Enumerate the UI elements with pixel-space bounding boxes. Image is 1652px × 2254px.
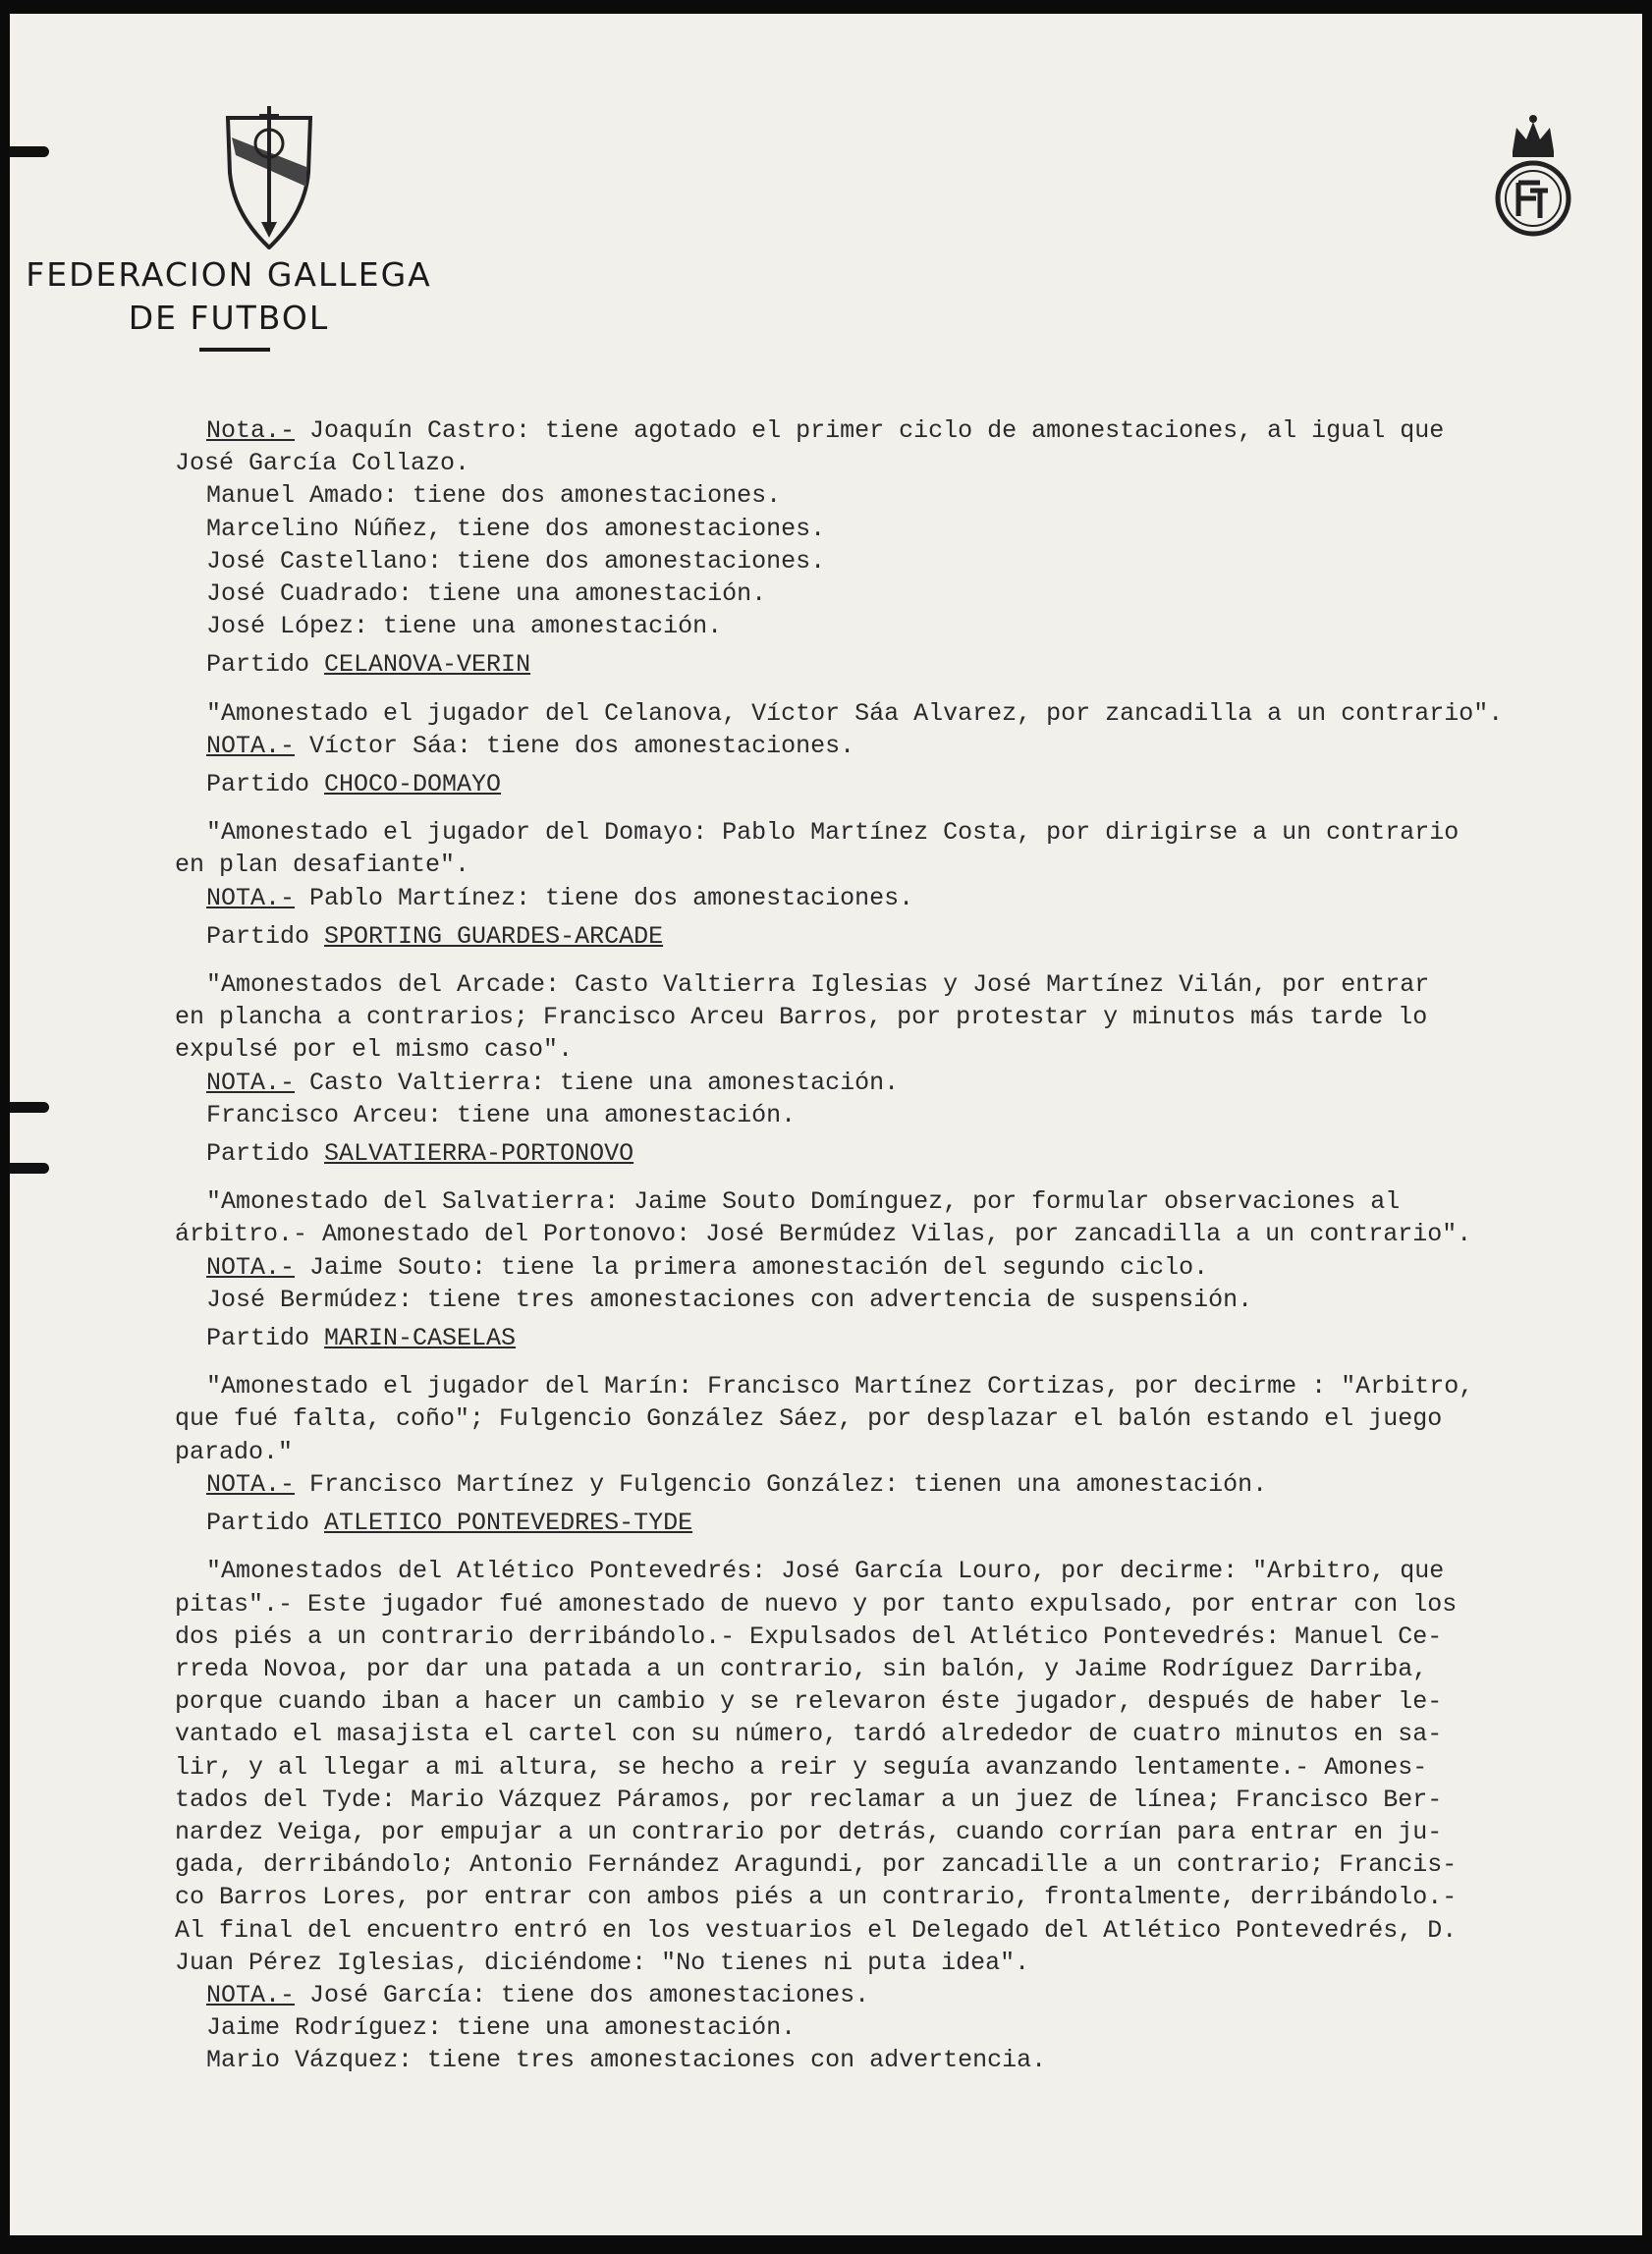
nota-line: NOTA.- Jaime Souto: tiene la primera amonestación del segundo ciclo.	[206, 1252, 1209, 1282]
report-line: dos piés a un contrario derribándolo.- Expulsados del Atlético Pontevedrés: Manuel Ce-	[175, 1622, 1443, 1651]
report-line: "Amonestado el jugador del Domayo: Pablo Martínez Costa, por dirigirse a un contrario	[206, 818, 1459, 848]
org-underline	[199, 348, 270, 352]
org-line-1: FEDERACION GALLEGA	[26, 255, 432, 294]
report-line: tados del Tyde: Mario Vázquez Páramos, por reclamar a un juez de línea; Francisco Ber-	[175, 1785, 1443, 1814]
nota-line: José García Collazo.	[175, 449, 470, 478]
document-page	[10, 14, 1642, 2235]
royal-crest-icon	[1491, 114, 1575, 238]
report-line: pitas".- Este jugador fué amonestado de nuevo y por tanto expulsado, por entrar con los	[175, 1589, 1458, 1619]
report-line: "Amonestados del Arcade: Casto Valtierra Iglesias y José Martínez Vilán, por entrar	[206, 970, 1430, 1000]
nota-line: Manuel Amado: tiene dos amonestaciones.	[206, 481, 782, 511]
federation-shield-icon	[222, 104, 316, 249]
report-line: "Amonestado el jugador del Celanova, Víctor Sáa Alvarez, por zancadilla a un contrario".	[206, 698, 1504, 728]
report-line: nardez Veiga, por empujar a un contrario por detrás, cuando corrían para entrar en ju-	[175, 1817, 1443, 1846]
report-line: expulsé por el mismo caso".	[175, 1035, 574, 1065]
report-line: Al final del encuentro entró en los vestuarios el Delegado del Atlético Pontevedrés, D.	[175, 1915, 1458, 1945]
binder-hole	[10, 1102, 49, 1113]
nota-line: NOTA.- Casto Valtierra: tiene una amonestación.	[206, 1068, 900, 1097]
nota-line: José Bermúdez: tiene tres amonestaciones con advertencia de suspensión.	[206, 1285, 1253, 1314]
match-heading: Partido SALVATIERRA-PORTONOVO	[206, 1139, 634, 1169]
report-line: "Amonestados del Atlético Pontevedrés: José García Louro, por decirme: "Arbitro, que	[206, 1557, 1445, 1586]
nota-line: Mario Vázquez: tiene tres amonestaciones con advertencia.	[206, 2046, 1047, 2075]
report-line: Juan Pérez Iglesias, diciéndome: "No tienes ni puta idea".	[175, 1948, 1030, 1977]
nota-line: NOTA.- Francisco Martínez y Fulgencio González: tienen una amonestación.	[206, 1469, 1268, 1499]
nota-line: NOTA.- Víctor Sáa: tiene dos amonestaciones.	[206, 731, 855, 760]
nota-line: Marcelino Núñez, tiene dos amonestaciones.	[206, 514, 826, 543]
match-heading: Partido ATLETICO PONTEVEDRES-TYDE	[206, 1509, 693, 1538]
report-line: gada, derribándolo; Antonio Fernández Aragundi, por zancadille a un contrario; Francis-	[175, 1850, 1458, 1880]
binder-hole	[10, 1163, 49, 1174]
report-line: co Barros Lores, por entrar con ambos piés a un contrario, frontalmente, derribándolo.-	[175, 1883, 1458, 1912]
report-line: que fué falta, coño"; Fulgencio González Sáez, por desplazar el balón estando el juego	[175, 1404, 1443, 1434]
nota-line: Francisco Arceu: tiene una amonestación.	[206, 1100, 797, 1129]
nota-line: NOTA.- José García: tiene dos amonestaciones.	[206, 1980, 870, 2009]
report-line: "Amonestado del Salvatierra: Jaime Souto Domínguez, por formular observaciones al	[206, 1187, 1401, 1217]
report-line: "Amonestado el jugador del Marín: Francisco Martínez Cortizas, por decirme : "Arbitro,	[206, 1372, 1474, 1402]
match-heading: Partido CELANOVA-VERIN	[206, 650, 531, 680]
report-line: árbitro.- Amonestado del Portonovo: José Bermúdez Vilas, por zancadilla a un contrario".	[175, 1220, 1472, 1249]
organization-name	[10, 253, 448, 340]
match-heading: Partido MARIN-CASELAS	[206, 1324, 517, 1353]
nota-line: José López: tiene una amonestación.	[206, 612, 723, 641]
match-heading: Partido CHOCO-DOMAYO	[206, 770, 502, 799]
org-line-2: DE FUTBOL	[128, 299, 330, 337]
report-line: rreda Novoa, por dar una patada a un contrario, sin balón, y Jaime Rodríguez Darriba,	[175, 1654, 1428, 1683]
nota-label: Nota.-	[206, 416, 296, 445]
nota-line: Jaime Rodríguez: tiene una amonestación.	[206, 2013, 797, 2043]
report-line: vantado el masajista el cartel con su número, tardó alrededor de cuatro minutos en sa-	[175, 1720, 1443, 1749]
report-body	[175, 414, 1619, 2077]
nota-line: NOTA.- Pablo Martínez: tiene dos amonestaciones.	[206, 883, 914, 912]
report-line: lir, y al llegar a mi altura, se hecho a reir y seguía avanzando lentamente.- Amones-	[175, 1752, 1428, 1782]
report-line: porque cuando iban a hacer un cambio y se relevaron éste jugador, después de haber le-	[175, 1687, 1443, 1717]
binder-hole	[10, 146, 49, 157]
report-line: en plancha a contrarios; Francisco Arceu Barros, por protestar y minutos más tarde lo	[175, 1003, 1428, 1032]
report-line: en plan desafiante".	[175, 851, 470, 880]
report-line: parado."	[175, 1437, 294, 1466]
nota-line: José Castellano: tiene dos amonestaciones.	[206, 546, 826, 576]
match-heading: Partido SPORTING GUARDES-ARCADE	[206, 921, 664, 951]
nota-line: Nota.- Joaquín Castro: tiene agotado el primer ciclo de amonestaciones, al igual que	[206, 416, 1445, 445]
nota-line: José Cuadrado: tiene una amonestación.	[206, 579, 767, 609]
